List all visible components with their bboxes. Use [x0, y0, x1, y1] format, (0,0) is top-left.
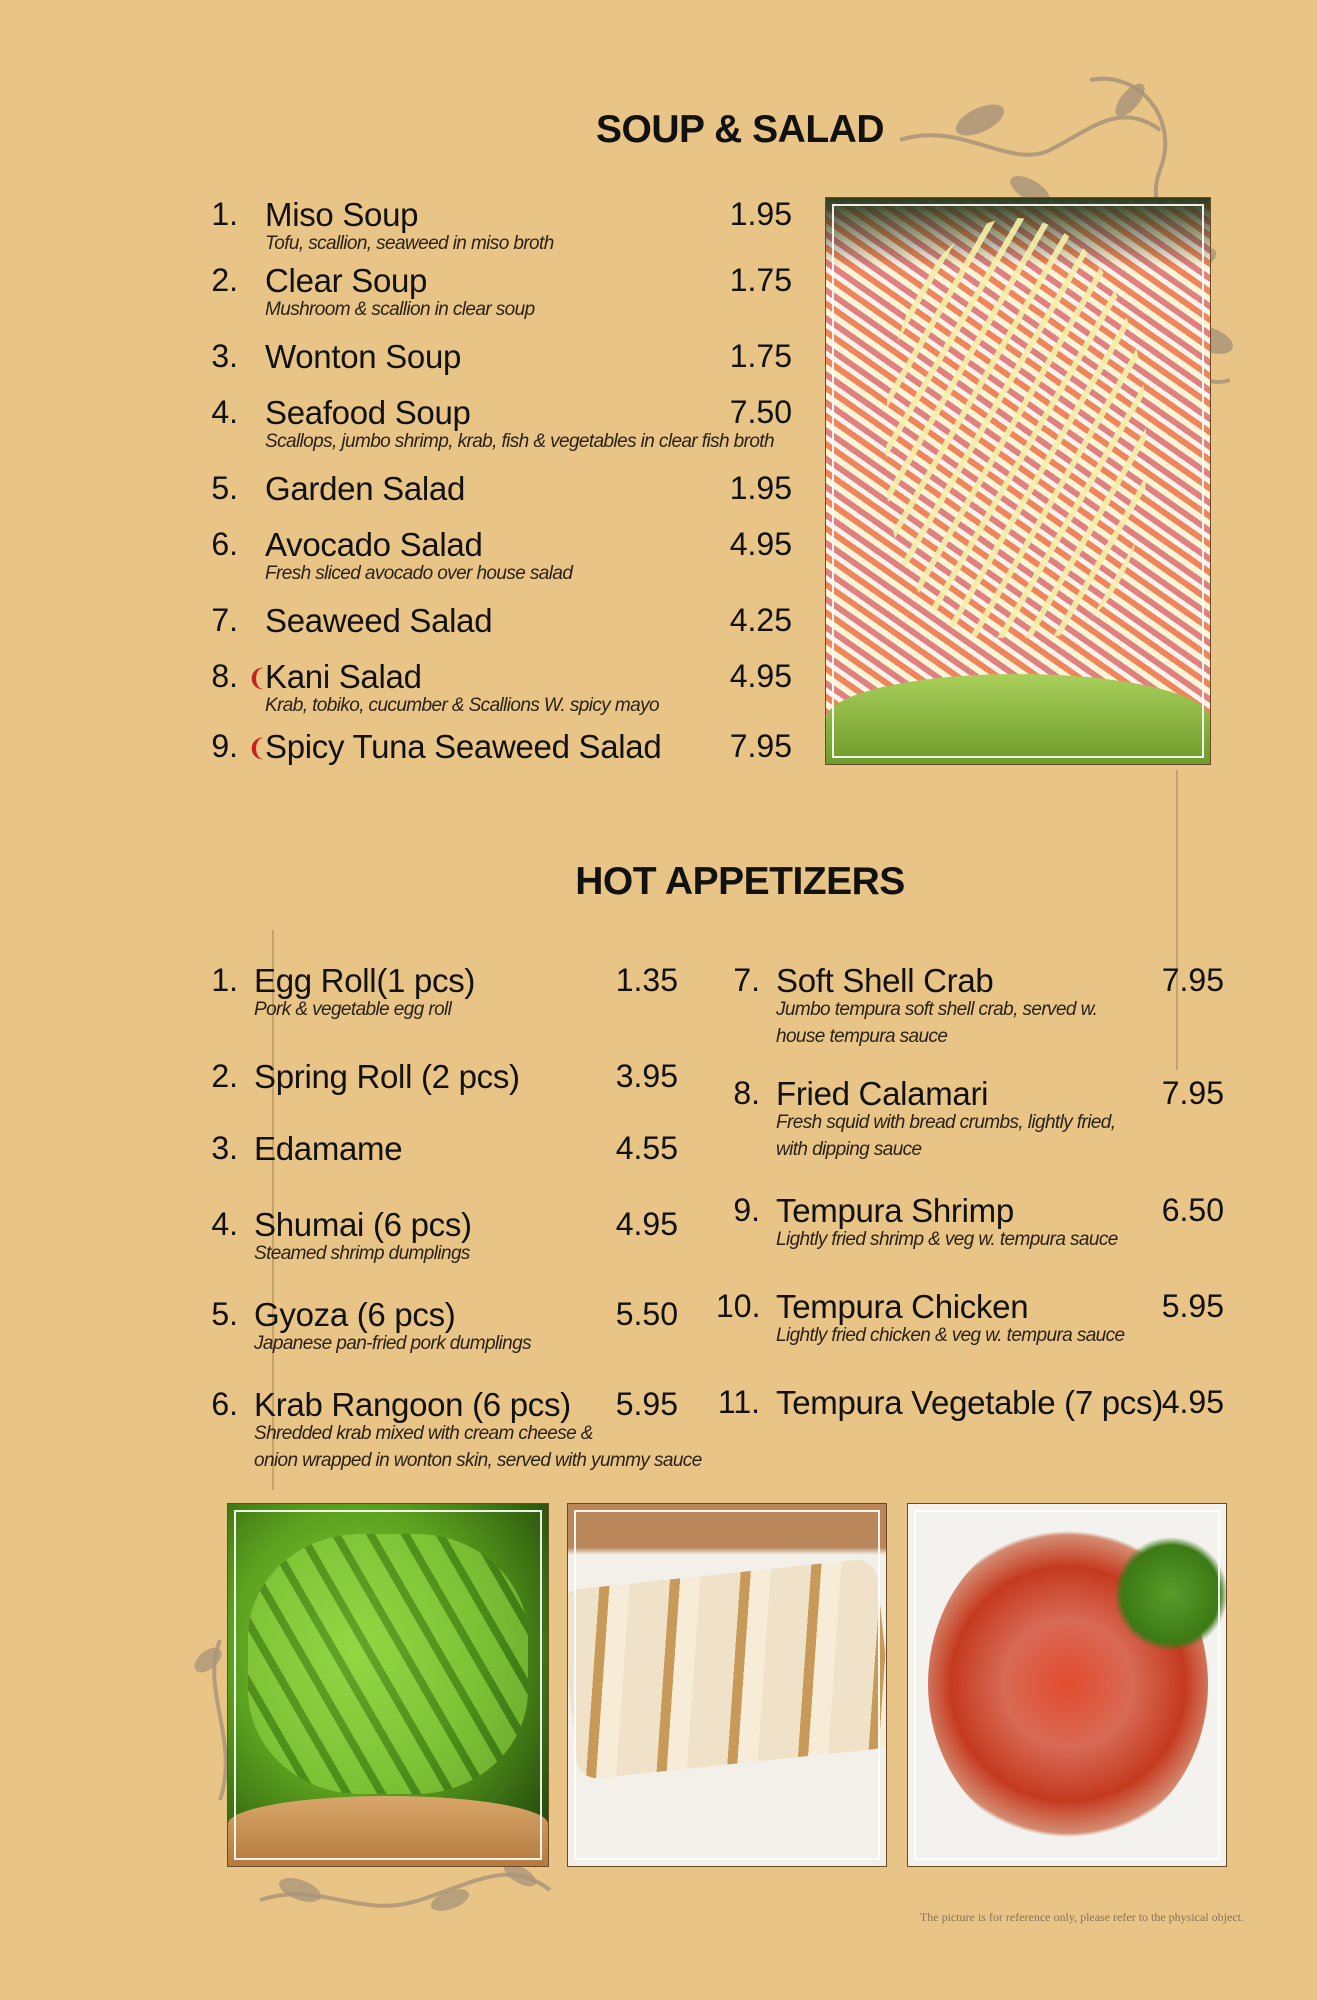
- menu-item-description: Fresh sliced avocado over house salad: [265, 563, 573, 584]
- menu-item-price: 4.55: [615, 1130, 678, 1166]
- menu-item-number: 2.: [211, 262, 238, 298]
- menu-item-name: Seaweed Salad: [265, 602, 493, 639]
- menu-item-description: Lightly fried chicken & veg w. tempura sauce: [776, 1325, 1125, 1346]
- menu-item-description: Steamed shrimp dumplings: [254, 1243, 470, 1264]
- menu-item-price: 5.95: [1161, 1288, 1224, 1324]
- menu-item-price: 7.95: [1161, 962, 1224, 998]
- chili-pepper-icon: ❨: [247, 735, 268, 762]
- kani-salad-photo: [826, 198, 1210, 764]
- menu-item-name: Edamame: [254, 1130, 403, 1167]
- menu-item-number: 2.: [211, 1058, 238, 1094]
- menu-item-price: 1.75: [729, 262, 792, 298]
- menu-item-number: 5.: [211, 1296, 238, 1332]
- menu-item-price: 4.95: [1161, 1384, 1224, 1420]
- menu-item-price: 4.95: [615, 1206, 678, 1242]
- menu-item-price: 7.95: [729, 728, 792, 764]
- menu-item-number: 3.: [211, 1130, 238, 1166]
- menu-item-name: Kani Salad: [265, 658, 422, 695]
- menu-item-description: Japanese pan-fried pork dumplings: [254, 1333, 531, 1354]
- menu-item-name: Spring Roll (2 pcs): [254, 1058, 520, 1095]
- menu-item-name: Egg Roll(1 pcs): [254, 962, 476, 999]
- menu-item-number: 7.: [733, 962, 760, 998]
- section-title-soup-salad: SOUP & SALAD: [596, 108, 884, 151]
- menu-item-number: 9.: [733, 1192, 760, 1228]
- menu-item-number: 1.: [211, 196, 238, 232]
- edamame-photo: [228, 1504, 548, 1866]
- menu-item-number: 11.: [717, 1384, 760, 1420]
- chili-pepper-icon: ❨: [247, 665, 268, 692]
- menu-item-number: 6.: [211, 526, 238, 562]
- menu-item-number: 9.: [211, 728, 238, 764]
- menu-item-price: 1.95: [729, 196, 792, 232]
- section-title-hot-appetizers: HOT APPETIZERS: [575, 860, 905, 903]
- menu-item-description: Fresh squid with bread crumbs, lightly fried,: [776, 1112, 1116, 1133]
- menu-item-name: Avocado Salad: [265, 526, 483, 563]
- reference-disclaimer: The picture is for reference only, please refer to the physical object.: [919, 1910, 1244, 1924]
- menu-item-description: with dipping sauce: [776, 1139, 922, 1160]
- menu-item-name: Tempura Vegetable (7 pcs): [776, 1384, 1163, 1421]
- menu-item-description: Jumbo tempura soft shell crab, served w.: [776, 999, 1098, 1020]
- gyoza-photo: [568, 1504, 886, 1866]
- menu-item-price: 5.95: [615, 1386, 678, 1422]
- menu-item-name: Spicy Tuna Seaweed Salad: [265, 728, 662, 765]
- menu-item-name: Gyoza (6 pcs): [254, 1296, 456, 1333]
- menu-item-price: 7.95: [1161, 1075, 1224, 1111]
- menu-item-name: Tempura Chicken: [776, 1288, 1029, 1325]
- menu-item-name: Fried Calamari: [776, 1075, 989, 1112]
- menu-item-number: 8.: [733, 1075, 760, 1111]
- menu-item-name: Seafood Soup: [265, 394, 471, 431]
- menu-item-number: 7.: [211, 602, 238, 638]
- menu-item-price: 1.35: [615, 962, 678, 998]
- menu-item-price: 4.25: [729, 602, 792, 638]
- menu-item-number: 1.: [211, 962, 238, 998]
- menu-item-name: Wonton Soup: [265, 338, 462, 375]
- menu-item-description: Tofu, scallion, seaweed in miso broth: [265, 233, 554, 254]
- menu-item-name: Miso Soup: [265, 196, 419, 233]
- menu-item-price: 7.50: [729, 394, 792, 430]
- menu-item-description: Pork & vegetable egg roll: [254, 999, 452, 1020]
- menu-item-number: 10.: [716, 1288, 761, 1324]
- menu-item-number: 8.: [211, 658, 238, 694]
- menu-item-number: 4.: [211, 394, 238, 430]
- menu-item-price: 1.95: [729, 470, 792, 506]
- menu-item-price: 1.75: [729, 338, 792, 374]
- menu-item-description: Mushroom & scallion in clear soup: [265, 299, 535, 320]
- menu-item-number: 3.: [211, 338, 238, 374]
- menu-item-description: Krab, tobiko, cucumber & Scallions W. spicy mayo: [265, 695, 659, 716]
- menu-item-number: 6.: [211, 1386, 238, 1422]
- decorative-vine-line: [1176, 770, 1178, 1070]
- menu-item-number: 4.: [211, 1206, 238, 1242]
- menu-item-name: Tempura Shrimp: [776, 1192, 1014, 1229]
- menu-item-price: 3.95: [615, 1058, 678, 1094]
- menu-item-name: Garden Salad: [265, 470, 466, 507]
- menu-item-description: onion wrapped in wonton skin, served with yummy sauce: [254, 1450, 702, 1471]
- menu-item-number: 5.: [211, 470, 238, 506]
- menu-item-price: 6.50: [1161, 1192, 1224, 1228]
- menu-item-name: Clear Soup: [265, 262, 428, 299]
- menu-item-name: Shumai (6 pcs): [254, 1206, 472, 1243]
- menu-item-description: Scallops, jumbo shrimp, krab, fish & vegetables in clear fish broth: [265, 431, 774, 452]
- menu-item-name: Krab Rangoon (6 pcs): [254, 1386, 571, 1423]
- menu-item-description: Lightly fried shrimp & veg w. tempura sauce: [776, 1229, 1118, 1250]
- menu-item-description: house tempura sauce: [776, 1026, 948, 1047]
- menu-item-price: 4.95: [729, 526, 792, 562]
- menu-item-description: Shredded krab mixed with cream cheese &: [254, 1423, 593, 1444]
- menu-item-price: 4.95: [729, 658, 792, 694]
- seared-tuna-photo: [908, 1504, 1226, 1866]
- menu-item-name: Soft Shell Crab: [776, 962, 994, 999]
- menu-item-price: 5.50: [615, 1296, 678, 1332]
